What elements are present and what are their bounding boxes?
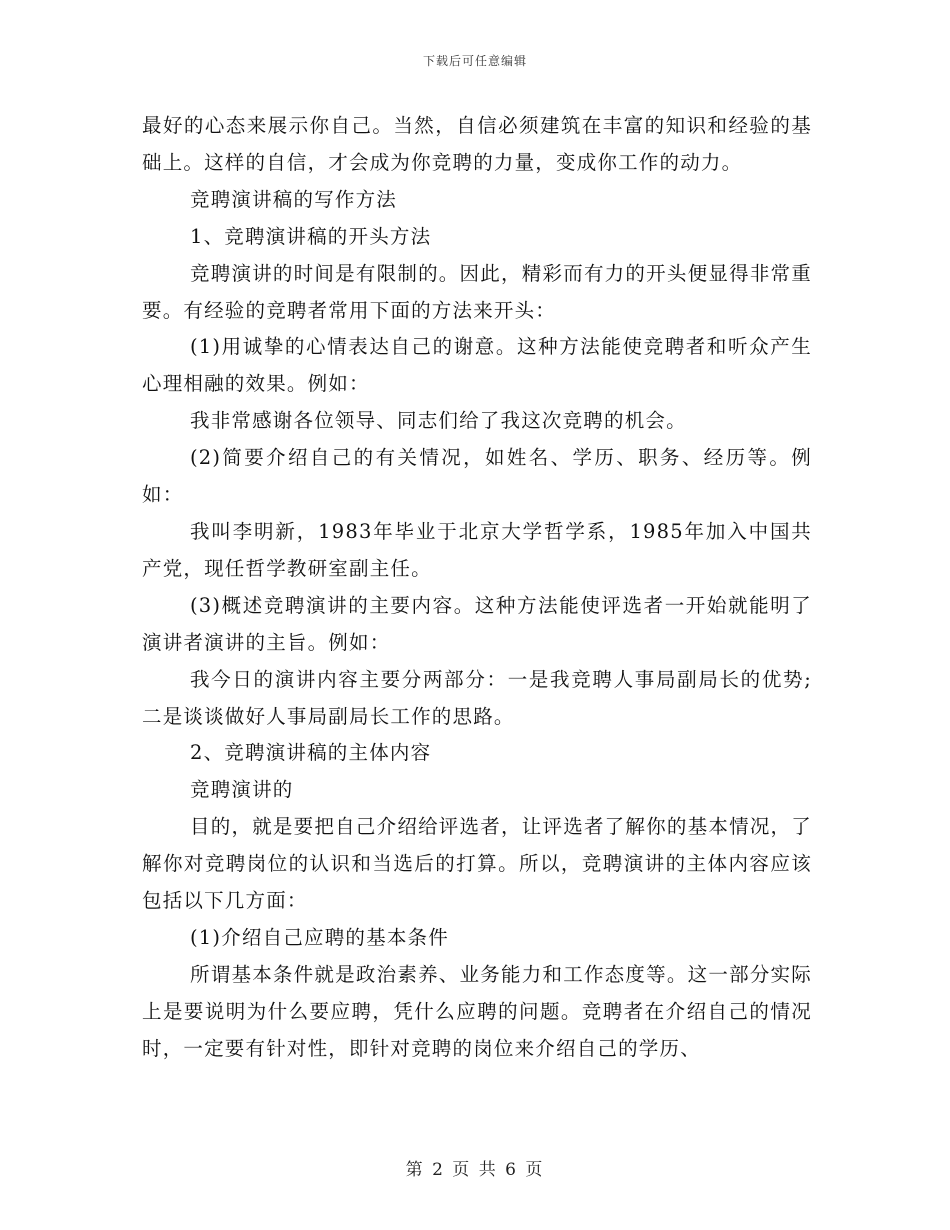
paragraph: (1)用诚挚的心情表达自己的谢意。这种方法能使竞聘者和听众产生心理相融的效果。例如： (142, 335, 812, 396)
paragraph: (3)概述竞聘演讲的主要内容。这种方法能使评选者一开始就能明了演讲者演讲的主旨。例如： (142, 593, 812, 654)
example-paragraph: 我今日的演讲内容主要分两部分：一是我竞聘人事局副局长的优势;二是谈谈做好人事局副局长工作的思路。 (142, 667, 812, 728)
list-item-heading: (1)介绍自己应聘的基本条件 (190, 925, 449, 949)
paragraph: 竞聘演讲的时间是有限制的。因此，精彩而有力的开头便显得非常重要。有经验的竞聘者常用下面的方法来开头： (142, 261, 812, 322)
paragraph: 竞聘演讲的 (190, 778, 294, 802)
subsection-heading: 1、竞聘演讲稿的开头方法 (190, 224, 432, 248)
paragraph: (2)简要介绍自己的有关情况，如姓名、学历、职务、经历等。例如： (142, 446, 812, 507)
paragraph: 目的，就是要把自己介绍给评选者，让评选者了解你的基本情况，了解你对竞聘岗位的认识和当选后的打算。所以，竞聘演讲的主体内容应该包括以下几方面： (142, 815, 812, 913)
example-paragraph: 我叫李明新，1983年毕业于北京大学哲学系，1985年加入中国共产党，现任哲学教研室副主任。 (142, 519, 812, 580)
page-number: 第 2 页 共 6 页 (405, 1160, 545, 1180)
paragraph: 所谓基本条件就是政治素养、业务能力和工作态度等。这一部分实际上是要说明为什么要应聘，凭什么应聘的问题。竞聘者在介绍自己的情况时，一定要有针对性，即针对竞聘的岗位来介绍自己的学历、 (142, 962, 812, 1060)
subsection-heading: 2、竞聘演讲稿的主体内容 (190, 741, 432, 765)
document-body (142, 108, 812, 1068)
page-header: 下载后可任意编辑 (422, 54, 527, 68)
paragraph: 最好的心态来展示你自己。当然，自信必须建筑在丰富的知识和经验的基础上。这样的自信，才会成为你竞聘的力量，变成你工作的动力。 (142, 114, 812, 174)
section-heading: 竞聘演讲稿的写作方法 (190, 187, 398, 211)
example-paragraph: 我非常感谢各位领导、同志们给了我这次竞聘的机会。 (190, 409, 687, 433)
